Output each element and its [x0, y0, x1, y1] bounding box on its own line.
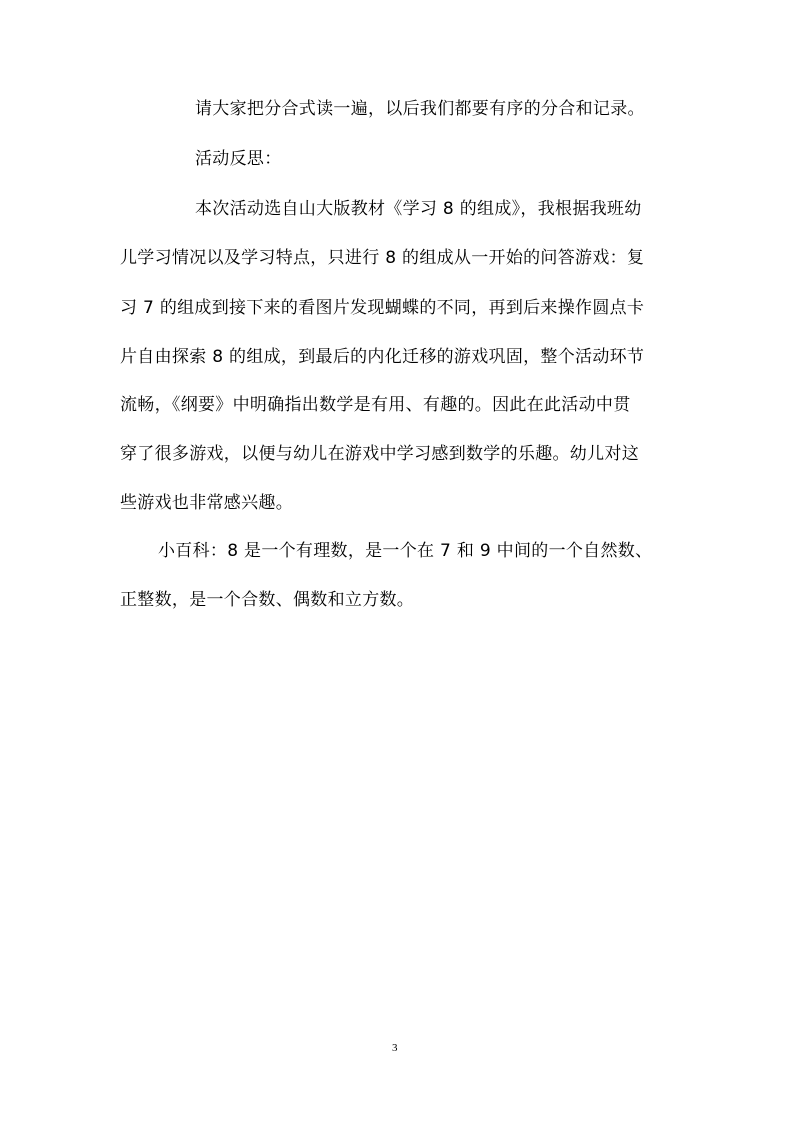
reflection-line: 些游戏也非常感兴趣。	[120, 493, 293, 513]
page-number: 3	[392, 1042, 398, 1054]
heading-activity-reflection: 活动反思：	[195, 149, 282, 169]
reflection-line: 习 7 的组成到接下来的看图片发现蝴蝶的不同，再到后来操作圆点卡	[120, 298, 645, 318]
reflection-line: 儿学习情况以及学习特点，只进行 8 的组成从一开始的问答游戏：复	[120, 248, 645, 268]
trivia-line: 正整数，是一个合数、偶数和立方数。	[120, 590, 415, 610]
trivia-line: 小百科：8 是一个有理数，是一个在 7 和 9 中间的一个自然数、	[158, 541, 653, 561]
paragraph-closing-instruction: 请大家把分合式读一遍，以后我们都要有序的分合和记录。	[195, 99, 645, 119]
reflection-line: 流畅，《纲要》中明确指出数学是有用、有趣的。因此在此活动中贯	[120, 395, 631, 415]
reflection-line: 穿了很多游戏，以便与幼儿在游戏中学习感到数学的乐趣。幼儿对这	[120, 444, 639, 464]
reflection-line: 本次活动选自山大版教材《学习 8 的组成》，我根据我班幼	[195, 199, 642, 219]
reflection-line: 片自由探索 8 的组成，到最后的内化迁移的游戏巩固，整个活动环节	[120, 347, 645, 367]
